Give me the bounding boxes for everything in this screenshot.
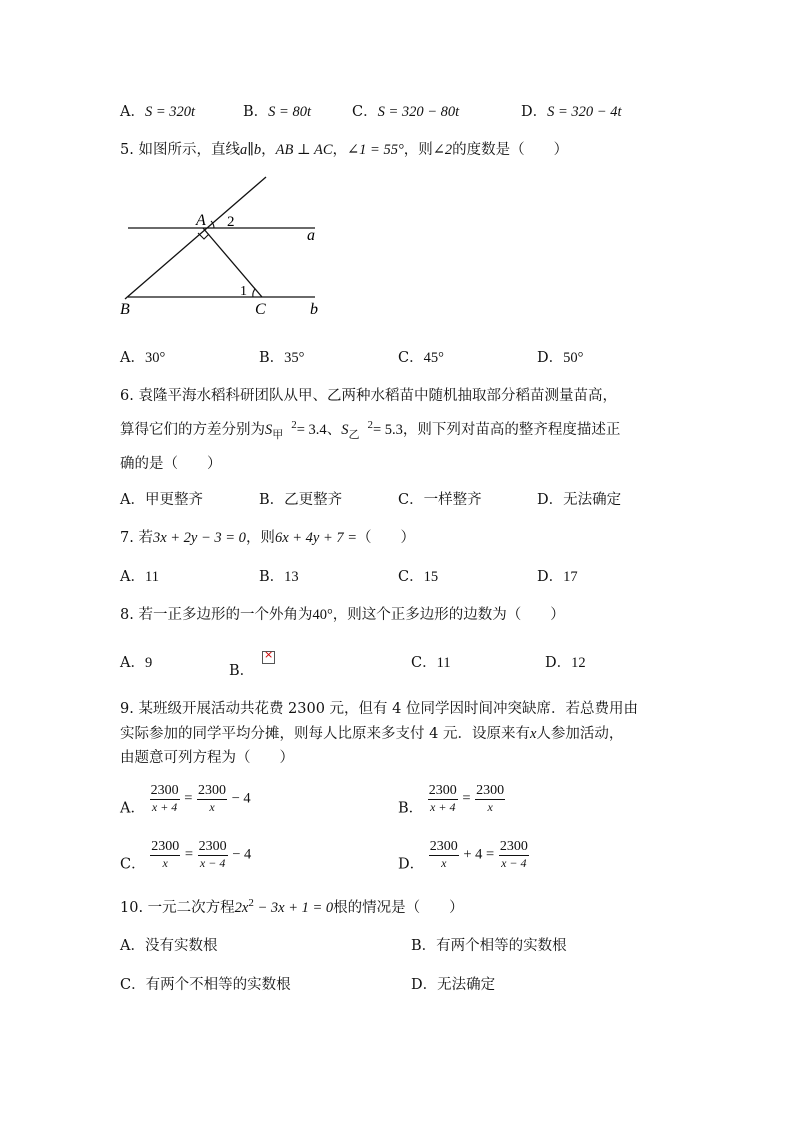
- variance-value: = 5.3: [372, 422, 403, 438]
- stem-text: 的度数是（ ）: [452, 142, 569, 158]
- option-text: 50°: [563, 350, 584, 366]
- option-letter: A．: [120, 492, 145, 508]
- stem-text: ，: [261, 142, 276, 158]
- option-text: 35°: [284, 350, 305, 366]
- option-text: 12: [571, 655, 586, 671]
- line-ac: [203, 228, 262, 297]
- option-letter: D．: [411, 977, 438, 993]
- stem-text: 若: [138, 530, 153, 546]
- variance-subscript: 乙: [348, 427, 360, 441]
- q4-option-a: [120, 100, 195, 121]
- stem-text: ，则: [403, 142, 433, 158]
- operator: − 4: [232, 846, 252, 863]
- option-text: 15: [423, 569, 439, 585]
- label-line-b: b: [310, 301, 318, 318]
- option-text: 13: [284, 569, 299, 585]
- q9-option-b: [398, 784, 505, 818]
- variance-value: = 3.4: [296, 422, 327, 438]
- option-text: 9: [144, 655, 153, 671]
- q10-option-a: [120, 934, 217, 955]
- label-angle-1: 1: [240, 284, 247, 299]
- stem-text: 算得它们的方差分别为: [120, 422, 265, 438]
- option-letter: A．: [120, 104, 145, 120]
- label-line-a: a: [307, 227, 315, 244]
- option-letter: C．: [352, 104, 378, 120]
- math-superscript: 2: [248, 897, 254, 910]
- q4-option-b: [243, 100, 311, 121]
- stem-text: 8. 若一正多边形的一个外角为: [120, 607, 313, 623]
- option-text: 17: [563, 569, 578, 585]
- fraction-numerator: 2300: [198, 783, 226, 798]
- stem-text: 根的情况是（ ）: [333, 900, 464, 916]
- q6-line1: 6. 袁隆平海水稻科研团队从甲、乙两种水稻苗中随机抽取部分稻苗测量苗高，: [120, 388, 617, 404]
- math-var: x: [529, 726, 537, 742]
- label-b-point: B: [120, 301, 130, 318]
- option-letter: A．: [120, 350, 145, 366]
- q6-option-c: [398, 488, 482, 509]
- option-letter: C．: [411, 655, 437, 671]
- q4-option-d: [521, 100, 622, 121]
- math-expr: 40°: [312, 607, 333, 623]
- operator: =: [462, 790, 471, 807]
- stem-text: ，则: [245, 530, 275, 546]
- question-number: 10.: [120, 900, 144, 916]
- option-letter: C．: [120, 856, 146, 873]
- option-text: 有两个不相等的实数根: [145, 977, 291, 993]
- stem-text: （ ）: [357, 530, 416, 546]
- fraction-denominator: x: [209, 800, 215, 814]
- option-letter: D．: [398, 856, 425, 873]
- q10-option-d: [411, 973, 495, 994]
- operator: =: [184, 846, 194, 863]
- q10-stem: [120, 896, 464, 917]
- fraction-numerator: 2300: [476, 783, 505, 798]
- q6-line3: 确的是（ ）: [120, 456, 222, 472]
- variance-symbol: S: [341, 422, 349, 438]
- q5-stem: [120, 138, 568, 159]
- option-letter: C．: [120, 977, 146, 993]
- option-text: 有两个相等的实数根: [436, 938, 567, 954]
- stem-text: ，则这个正多边形的边数为（ ）: [332, 607, 565, 623]
- q8-option-a: [120, 651, 152, 672]
- option-text: 30°: [144, 350, 166, 366]
- variance-superscript: 2: [291, 419, 297, 432]
- option-text: 11: [144, 569, 159, 585]
- fraction-numerator: 2300: [428, 783, 457, 798]
- option-expr: S = 320 − 4t: [547, 104, 622, 120]
- q6-option-d: [537, 488, 621, 509]
- q10-option-b: [411, 934, 567, 955]
- q8-stem: [120, 603, 565, 624]
- variance-superscript: 2: [367, 419, 373, 432]
- q7-option-d: [537, 565, 578, 586]
- q8-option-d: [545, 651, 586, 672]
- question-number: 7.: [120, 530, 134, 546]
- q8-option-b: [229, 659, 254, 680]
- math-expr: − 3x + 1 = 0: [253, 900, 334, 916]
- q6-option-a: [120, 488, 203, 509]
- variance-symbol: S: [265, 422, 273, 438]
- question-number: 5.: [120, 142, 134, 158]
- option-text: 无法确定: [437, 977, 496, 993]
- angle1-arc: [253, 289, 255, 297]
- fraction-denominator: x − 4: [199, 856, 226, 870]
- label-angle-2: 2: [227, 214, 235, 230]
- fraction-denominator: x + 4: [151, 800, 178, 814]
- option-letter: C．: [398, 569, 424, 585]
- fraction-denominator: x: [487, 800, 493, 814]
- q9-option-d: [398, 840, 529, 874]
- math-expr: AB ⊥ AC: [275, 142, 333, 158]
- label-c-point: C: [255, 301, 266, 318]
- option-text: 一样整齐: [423, 492, 482, 508]
- q8-option-c: [411, 651, 451, 672]
- q5-option-d: [537, 346, 583, 367]
- option-letter: A．: [120, 800, 145, 817]
- q4-option-c: [352, 100, 459, 121]
- line-ab: [125, 177, 266, 299]
- stem-text: 一元二次方程: [147, 900, 235, 916]
- math-expr: 3x + 2y − 3 = 0: [152, 530, 246, 546]
- fraction-denominator: x − 4: [501, 856, 527, 870]
- q5-option-b: [259, 346, 304, 367]
- option-letter: C．: [398, 492, 424, 508]
- q6-option-b: [259, 488, 342, 509]
- option-text: 甲更整齐: [144, 492, 203, 508]
- option-letter: D．: [521, 104, 548, 120]
- q7-option-b: [259, 565, 299, 586]
- option-text: 没有实数根: [144, 938, 218, 954]
- option-expr: S = 80t: [268, 104, 311, 120]
- fraction-numerator: 2300: [198, 839, 227, 854]
- option-letter: C．: [398, 350, 424, 366]
- stem-text: ，则下列对苗高的整齐程度描述正: [402, 422, 621, 438]
- math-expr: ∠1 = 55°: [347, 142, 404, 158]
- fraction-numerator: 2300: [151, 839, 180, 854]
- q9-line1: 9. 某班级开展活动共花费 2300 元，但有 4 位同学因时间冲突缺席．若总费用由: [120, 701, 639, 717]
- stem-text: 实际参加的同学平均分摊，则每人比原来多支付 4 元．设原来有: [120, 726, 530, 742]
- stem-text: ，: [332, 142, 348, 158]
- math-expr: 2x: [234, 900, 249, 916]
- q7-stem: [120, 526, 415, 547]
- option-expr: S = 320t: [144, 104, 196, 120]
- option-letter: D．: [537, 350, 564, 366]
- math-expr: ∠2: [432, 142, 453, 158]
- fraction-numerator: 2300: [150, 783, 179, 798]
- option-letter: D．: [537, 569, 564, 585]
- option-letter: B．: [229, 663, 255, 679]
- q9-option-a: [120, 784, 251, 818]
- operator: − 4: [231, 790, 251, 807]
- q7-option-a: [120, 565, 159, 586]
- stem-text: 人参加活动，: [536, 726, 624, 742]
- operator: + 4 =: [463, 846, 495, 863]
- broken-image-icon: [262, 651, 275, 664]
- option-letter: D．: [537, 492, 564, 508]
- q5-figure: [110, 172, 340, 322]
- option-letter: A．: [120, 655, 145, 671]
- option-expr: S = 320 − 80t: [377, 104, 460, 120]
- option-letter: B．: [411, 938, 437, 954]
- q6-line2: [120, 418, 620, 442]
- q9-line3: 由题意可列方程为（ ）: [120, 750, 294, 766]
- operator: =: [184, 790, 193, 807]
- option-text: 45°: [423, 350, 444, 366]
- option-text: 乙更整齐: [284, 492, 343, 508]
- option-letter: B．: [259, 350, 285, 366]
- fraction-denominator: x: [441, 856, 447, 870]
- stem-text: 、: [326, 422, 342, 438]
- option-letter: A．: [120, 938, 145, 954]
- q9-line2: [120, 722, 623, 743]
- fraction-numerator: 2300: [499, 839, 528, 854]
- option-letter: B．: [398, 800, 424, 817]
- math-expr: 6x + 4y + 7 =: [274, 530, 358, 546]
- option-letter: B．: [259, 492, 285, 508]
- option-letter: A．: [120, 569, 145, 585]
- fraction-numerator: 2300: [429, 839, 458, 854]
- fraction-denominator: x: [162, 856, 168, 870]
- option-letter: D．: [545, 655, 572, 671]
- fraction-denominator: x + 4: [430, 800, 456, 814]
- option-text: 11: [436, 655, 451, 671]
- variance-subscript: 甲: [272, 427, 284, 441]
- option-letter: B．: [259, 569, 285, 585]
- label-a-point: A: [196, 212, 206, 229]
- q10-option-c: [120, 973, 291, 994]
- q9-option-c: [120, 840, 251, 874]
- math-expr: a∥b: [239, 142, 262, 158]
- q7-option-c: [398, 565, 438, 586]
- q5-option-a: [120, 346, 165, 367]
- option-text: 无法确定: [563, 492, 622, 508]
- stem-text: 如图所示，直线: [138, 142, 240, 158]
- q5-option-c: [398, 346, 444, 367]
- option-letter: B．: [243, 104, 269, 120]
